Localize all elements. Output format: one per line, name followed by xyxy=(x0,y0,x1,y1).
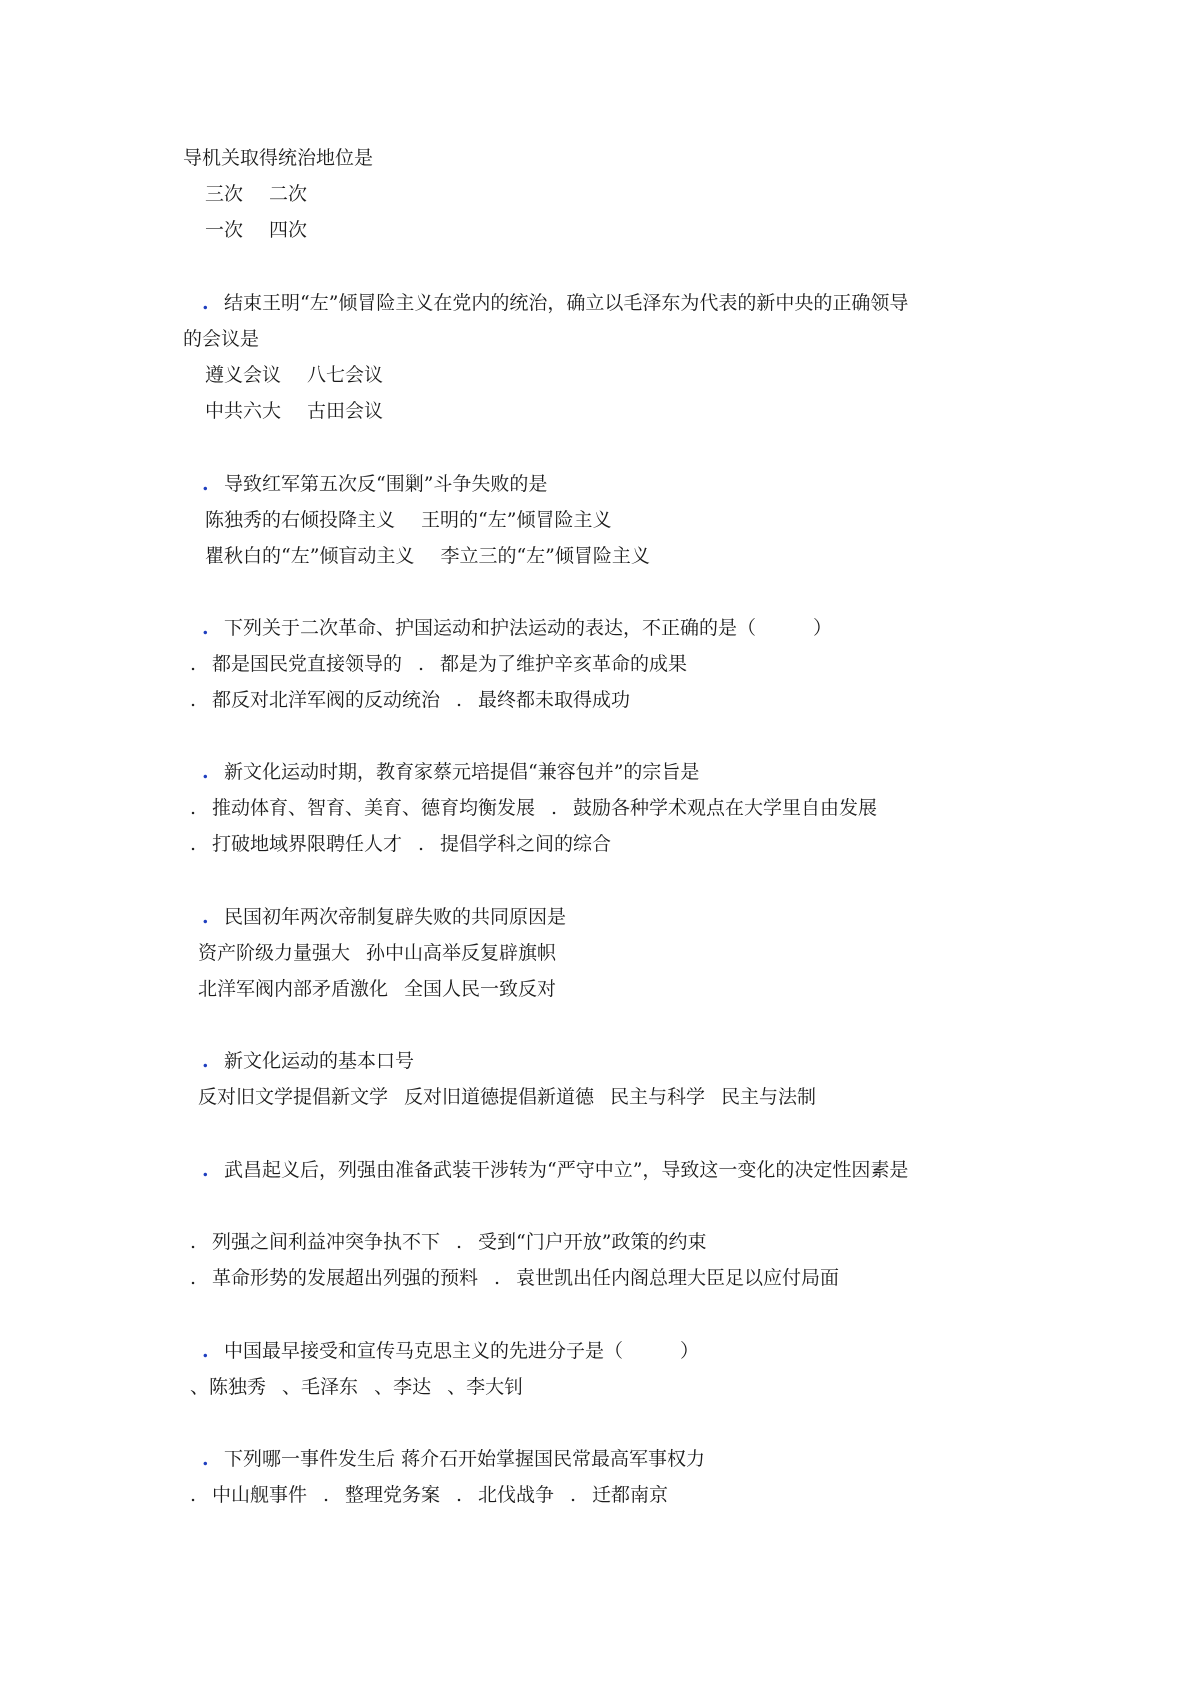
question-marker: . xyxy=(202,1159,209,1181)
question-9-stem: . 下列哪一事件发生后 蒋介石开始掌握国民常最高军事权力 xyxy=(202,1448,706,1470)
option-c: 中共六大 xyxy=(205,400,282,422)
option-a: 陈独秀 xyxy=(209,1376,267,1398)
question-marker: . xyxy=(202,617,209,639)
question-0-stem-tail: 导机关取得统治地位是 xyxy=(183,147,374,169)
option-c: 一次 xyxy=(205,219,244,241)
question-marker: . xyxy=(202,292,209,314)
question-7-stem: . 武昌起义后，列强由准备武装干涉转为“严守中立”，导致这一变化的决定性因素是 xyxy=(202,1159,909,1181)
question-5-options-row-2 xyxy=(198,977,556,1001)
question-marker: . xyxy=(202,473,209,495)
question-4-options-row-1: . 推动体育、智育、美育、德育均衡发展 . 鼓励各种学术观点在大学里自由发展 xyxy=(190,797,878,819)
option-c: 打破地域界限聘任人才 xyxy=(212,833,403,855)
option-d: 全国人民一致反对 xyxy=(404,978,557,1000)
question-0-options-row-2 xyxy=(205,218,307,242)
option-c: 北伐战争 xyxy=(478,1484,555,1506)
option-b: 毛泽东 xyxy=(301,1376,359,1398)
question-1-stem-cont: 的会议是 xyxy=(183,328,260,350)
option-d: 袁世凯出任内阁总理大臣足以应付局面 xyxy=(516,1267,840,1289)
option-c: 民主与科学 xyxy=(610,1086,706,1108)
question-marker: . xyxy=(202,761,209,783)
question-5-stem: . 民国初年两次帝制复辟失败的共同原因是 xyxy=(202,906,567,928)
option-b: 孙中山高举反复辟旗帜 xyxy=(366,942,557,964)
option-a: 中山舰事件 xyxy=(212,1484,308,1506)
question-6-stem: . 新文化运动的基本口号 xyxy=(202,1050,415,1072)
option-c: 都反对北洋军阀的反动统治 xyxy=(212,689,441,711)
option-d: 李立三的“左”倾冒险主义 xyxy=(440,545,650,567)
question-4-options-row-2: . 打破地域界限聘任人才 . 提倡学科之间的综合 xyxy=(190,833,612,855)
option-c: 李达 xyxy=(393,1376,432,1398)
question-0-options-row-1 xyxy=(205,182,307,206)
option-d: 四次 xyxy=(269,219,308,241)
question-7-options-row-2: . 革命形势的发展超出列强的预料 . 袁世凯出任内阁总理大臣足以应付局面 xyxy=(190,1267,840,1289)
question-marker: . xyxy=(202,906,209,928)
option-a: 资产阶级力量强大 xyxy=(198,942,351,964)
question-1-stem: . 结束王明“左”倾冒险主义在党内的统治，确立以毛泽东为代表的新中央的正确领导 xyxy=(202,292,909,314)
question-2-stem: . 导致红军第五次反“围剿”斗争失败的是 xyxy=(202,473,548,495)
question-3-options-row-2: . 都反对北洋军阀的反动统治 . 最终都未取得成功 xyxy=(190,689,631,711)
option-d: 迁都南京 xyxy=(592,1484,669,1506)
option-a: 推动体育、智育、美育、德育均衡发展 xyxy=(212,797,536,819)
option-d: 古田会议 xyxy=(307,400,384,422)
question-7-options-row-1: . 列强之间利益冲突争执不下 . 受到“门户开放”政策的约束 xyxy=(190,1231,707,1253)
option-d: 民主与法制 xyxy=(721,1086,817,1108)
question-3-options-row-1: . 都是国民党直接领导的 . 都是为了维护辛亥革命的成果 xyxy=(190,653,688,675)
question-8-stem: . 中国最早接受和宣传马克思主义的先进分子是（ ） xyxy=(202,1340,700,1362)
option-c: 北洋军阀内部矛盾激化 xyxy=(198,978,389,1000)
question-2-options-row-2 xyxy=(205,544,650,568)
option-b: 都是为了维护辛亥革命的成果 xyxy=(440,653,688,675)
option-d: 李大钊 xyxy=(466,1376,524,1398)
option-a: 都是国民党直接领导的 xyxy=(212,653,403,675)
option-b: 八七会议 xyxy=(307,364,384,386)
question-1-options-row-1 xyxy=(205,363,383,387)
option-b: 二次 xyxy=(269,183,308,205)
option-c: 革命形势的发展超出列强的预料 xyxy=(212,1267,479,1289)
question-8-options-row: 、陈独秀 、毛泽东 、李达 、李大钊 xyxy=(190,1376,524,1398)
question-marker: . xyxy=(202,1050,209,1072)
question-4-stem: . 新文化运动时期，教育家蔡元培提倡“兼容包并”的宗旨是 xyxy=(202,761,700,783)
question-2-options-row-1 xyxy=(205,508,611,532)
option-a: 反对旧文学提倡新文学 xyxy=(198,1086,389,1108)
option-a: 三次 xyxy=(205,183,244,205)
option-b: 受到“门户开放”政策的约束 xyxy=(478,1231,707,1253)
option-a: 列强之间利益冲突争执不下 xyxy=(212,1231,441,1253)
option-b: 反对旧道德提倡新道德 xyxy=(404,1086,595,1108)
question-3-stem: . 下列关于二次革命、护国运动和护法运动的表达，不正确的是（ ） xyxy=(202,617,833,639)
question-6-options-row xyxy=(198,1085,816,1109)
option-d: 提倡学科之间的综合 xyxy=(440,833,612,855)
option-a: 遵义会议 xyxy=(205,364,282,386)
option-b: 整理党务案 xyxy=(345,1484,441,1506)
question-marker: . xyxy=(202,1448,209,1470)
option-b: 鼓励各种学术观点在大学里自由发展 xyxy=(573,797,878,819)
question-marker: . xyxy=(202,1340,209,1362)
question-9-options-row: . 中山舰事件 . 整理党务案 . 北伐战争 . 迁都南京 xyxy=(190,1484,669,1506)
question-5-options-row-1 xyxy=(198,941,556,965)
question-1-options-row-2 xyxy=(205,399,383,423)
option-d: 最终都未取得成功 xyxy=(478,689,631,711)
option-c: 瞿秋白的“左”倾盲动主义 xyxy=(205,545,415,567)
option-b: 王明的“左”倾冒险主义 xyxy=(421,509,612,531)
option-a: 陈独秀的右倾投降主义 xyxy=(205,509,396,531)
